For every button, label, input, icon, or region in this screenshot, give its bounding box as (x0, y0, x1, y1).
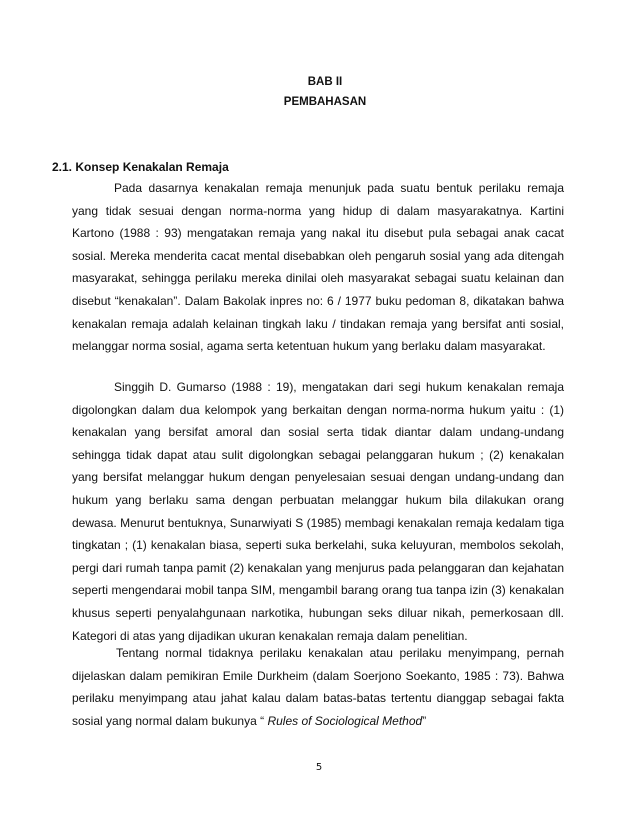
chapter-title: PEMBAHASAN (283, 96, 367, 108)
closing-quote: ” (422, 713, 427, 728)
page-number: 5 (315, 762, 323, 773)
section-heading: 2.1. Konsep Kenakalan Remaja (52, 160, 229, 174)
paragraph-2 (72, 376, 564, 647)
paragraph-3 (72, 642, 564, 732)
paragraph-3-text: Tentang normal tidaknya perilaku kenakalan atau perilaku menyimpang, pernah dijelaskan dalam pemikiran Emile Durkheim (dalam Soerjono Soekanto, 1985 : 73). Bahwa perilaku menyimpang atau jahat kalau dalam batas-batas tertentu dianggap sebagai fakta sosial yang normal dalam bukunya “ (72, 646, 564, 728)
paragraph-1-text: Pada dasarnya kenakalan remaja menunjuk pada suatu bentuk perilaku remaja yang tidak sesuai dengan norma-norma yang hidup di dalam masyarakatnya. Kartini Kartono (1988 : 93) mengatakan remaja yang nakal itu disebut pula sebagai anak cacat sosial. Mereka menderita cacat mental disebabkan oleh pengaruh sosial yang ada ditengah masyarakat, sehingga perilaku mereka dinilai oleh masyarakat sebagai suatu kelainan dan disebut “kenakalan”. Dalam Bakolak inpres no: 6 / 1977 buku pedoman 8, dikatakan bahwa kenakalan remaja adalah kelainan tingkah laku / tindakan remaja yang bersifat anti sosial, melanggar norma sosial, agama serta ketentuan hukum yang berlaku dalam masyarakat. (72, 181, 564, 354)
book-title: Rules of Sociological Method (267, 713, 423, 728)
paragraph-2-text: Singgih D. Gumarso (1988 : 19), mengatakan dari segi hukum kenakalan remaja digolongkan dalam dua kelompok yang berkaitan dengan norma-norma hukum yaitu : (1) kenakalan yang bersifat amoral dan sosial serta tidak diantar dalam undang-undang sehingga tidak dapat atau sulit digolongkan sebagai pelanggaran hukum ; (2) kenakalan yang bersifat melanggar hukum dengan penyelesaian sesuai dengan undang-undang dan hukum yang berlaku sama dengan perbuatan melanggar hukum bila dilakukan orang dewasa. Menurut bentuknya, Sunarwiyati S (1985) membagi kenakalan remaja kedalam tiga tingkatan ; (1) kenakalan biasa, seperti suka berkelahi, suka keluyuran, membolos sekolah, pergi dari rumah tanpa pamit (2) kenakalan yang menjurus pada pelanggaran dan kejahatan seperti mengendarai mobil tanpa SIM, mengambil barang orang tua tanpa izin (3) kenakalan khusus seperti penyalahgunaan narkotika, hubungan seks diluar nikah, pemerkosaan dll. Kategori di atas yang dijadikan ukuran kenakalan remaja dalam penelitian. (72, 380, 564, 643)
paragraph-1 (72, 177, 564, 358)
chapter-number: BAB II (307, 76, 343, 88)
